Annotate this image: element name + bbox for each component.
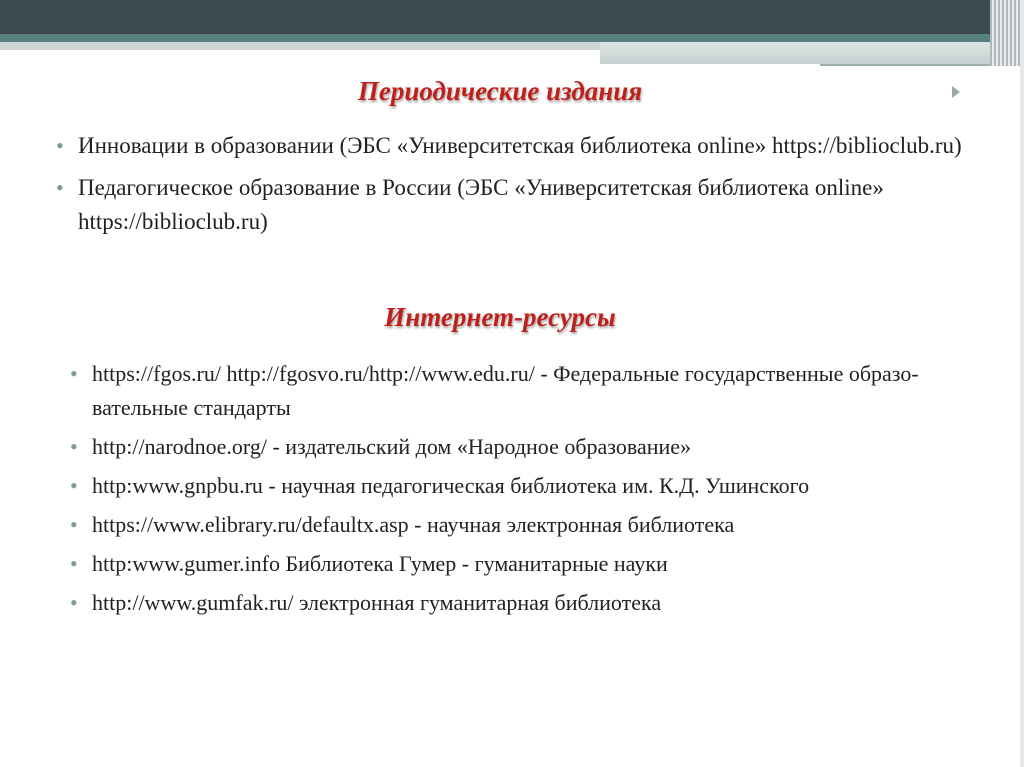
periodicals-list [52,129,1002,247]
header-accent-block [600,42,990,64]
list-item [66,469,996,503]
list-item-text: Педагогическое образование в России (ЭБС «Университетская библиотека online» https://biblioclub.ru) [78,175,884,234]
list-item-text: https://fgos.ru/ http://fgosvo.ru/http://www.edu.ru/ - Федеральные государственные образо-вательные стандарты [92,361,919,420]
list-item [66,357,996,425]
bullet-icon: • [56,175,64,200]
bullet-icon: • [56,133,64,158]
list-item-text: http:www.gnpbu.ru - научная педагогическая библиотека им. К.Д. Ушинского [92,473,810,498]
list-item-text: Инновации в образовании (ЭБС «Университетская библиотека online» https://biblioclub.ru) [78,133,962,158]
list-item [66,547,996,581]
list-item [66,586,996,620]
header-band-dark [0,0,1024,34]
right-edge-strip [1020,0,1024,767]
list-item [52,171,1002,239]
list-item [52,129,1002,163]
list-item [66,430,996,464]
list-item-text: https://www.elibrary.ru/defaultx.asp - научная электронная библиотека [92,512,735,537]
section-title-internet-resources: Интернет-ресурсы [384,302,616,332]
header-stripes [990,0,1024,66]
list-item-text: http://narodnoe.org/ - издательский дом «Народное образование» [92,434,692,459]
bullet-icon: • [70,551,78,576]
header-band-teal [0,34,1024,42]
section-title-periodicals: Периодические издания [357,76,643,106]
header-accent-line [820,64,990,66]
bullet-icon: • [70,434,78,459]
bullet-icon: • [70,590,78,615]
list-item [66,508,996,542]
list-item-text: http:www.gumer.info Библиотека Гумер - гуманитарные науки [92,551,668,576]
bullet-icon: • [70,512,78,537]
list-item-text: http://www.gumfak.ru/ электронная гуманитарная библиотека [92,590,662,615]
bullet-icon: • [70,361,78,386]
bullet-icon: • [70,473,78,498]
internet-resources-list [66,357,996,625]
